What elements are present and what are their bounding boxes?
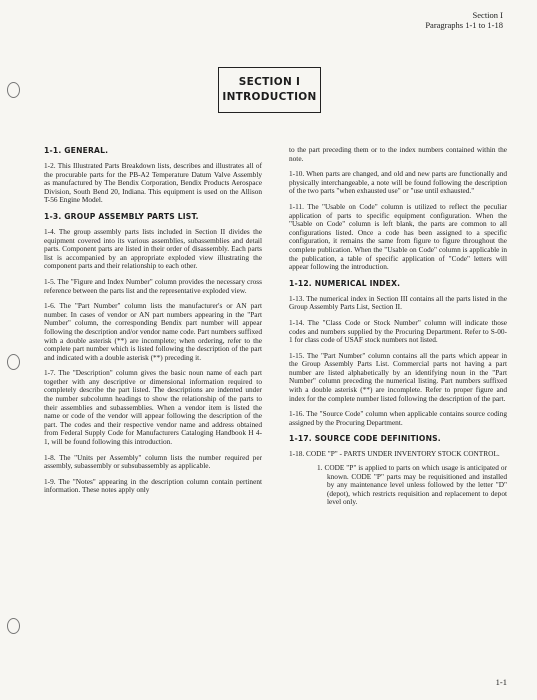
paragraph: 1-4. The group assembly parts lists included in Section II divides the equipment covered into its various assemblies, subassemblies and detail parts. Component parts are listed in their order of disassembly. Each parts list is accompanied by an appropriate exploded view illustrating the component parts and their relationship to each other.	[44, 226, 262, 271]
binder-hole	[7, 618, 20, 634]
right-column	[289, 146, 507, 514]
paragraph: 1-11. The "Usable on Code" column is utilized to reflect the peculiar application of parts to specific equipment configuration. When the "Usable on Code" column is left blank, the parts are common to all configurations listed. Once a code has been assigned to a specific configuration, it remains the same from figure to figure throughout the complete publication. When the "Usable on Code" column is applicable in the publication, a table of specific application of "Code" letters will appear following the introduction.	[289, 201, 507, 272]
page-header	[425, 10, 503, 30]
section-heading: 1-12. NUMERICAL INDEX.	[289, 278, 401, 288]
section-subtitle: INTRODUCTION	[222, 91, 317, 103]
section-heading: 1-17. SOURCE CODE DEFINITIONS.	[289, 434, 441, 444]
paragraph: 1. CODE "P" is applied to parts on which usage is anticipated or known. CODE "P" parts may be requisitioned and installed by any maintenance level unless followed by the letter "D" (depot), which restricts requisition and replacement to depot level only.	[317, 463, 507, 507]
header-section: Section I	[472, 10, 503, 20]
paragraph: to the part preceding them or to the index numbers contained within the note.	[289, 145, 507, 163]
paragraph: 1-16. The "Source Code" column when applicable contains source coding assigned by the Procuring Department.	[289, 409, 507, 427]
left-column	[44, 146, 262, 502]
section-title: SECTION I	[238, 76, 301, 88]
paragraph: 1-2. This Illustrated Parts Breakdown lists, describes and illustrates all of the procurable parts for the PB-A2 Temperature Datum Valve Assembly as manufactured by The Bendix Corporation, Bendix Products Aerospace Division, South Bend 20, Indiana. This equipment is used on the Allison T-56 Engine Model.	[44, 161, 262, 205]
paragraph: 1-9. The "Notes" appearing in the description column contain pertinent information. These notes apply only	[44, 476, 262, 495]
paragraph: 1-8. The "Units per Assembly" column lists the number required per assembly, subassembly or subsubassembly as applicable.	[44, 452, 262, 471]
binder-hole	[7, 354, 20, 370]
binder-hole	[7, 82, 20, 98]
header-paragraphs: Paragraphs 1-1 to 1-18	[425, 20, 503, 30]
section-heading: 1-1. GENERAL.	[44, 146, 109, 155]
page-number: 1-1	[495, 677, 507, 687]
paragraph: 1-10. When parts are changed, and old and new parts are functionally and physically interchangeable, a note will be found following the description of the two parts "when exhausted use" or "use until exhausted."	[289, 169, 507, 196]
paragraph: 1-18. CODE "P" - PARTS UNDER INVENTORY STOCK CONTROL.	[289, 449, 500, 459]
paragraph: 1-5. The "Figure and Index Number" column provides the necessary cross reference between the parts list and the representative exploded view.	[44, 276, 262, 295]
paragraph: 1-15. The "Part Number" column contains all the parts which appear in the Group Assembly Parts List. Commercial parts not having a part number are listed alphabetically by an identifying noun in the "Part Number" column preceding the numerical listing. Part numbers suffixed with a double asterisk (**) are incomplete. Refer to proper figure and index for the complete number listed following the description of the part.	[289, 350, 507, 403]
paragraph: 1-14. The "Class Code or Stock Number" column will indicate those codes and numbers supplied by the Procuring Department. Refer to S-00-1 for class code of USAF stock numbers not listed.	[289, 317, 507, 345]
section-title-box	[218, 67, 321, 113]
paragraph: 1-7. The "Description" column gives the basic noun name of each part together with any descriptive or dimensional information required to completely describe the part listed. The descriptions are indented under the number subcolumn headings to show the relationship of the parts to their assemblies and subassemblies. When a vendor item is listed the name or code of the vendor will appear following the description of the part. The codes and their respective vendor name and address obtained from Federal Supply Code for Manufacturers Cataloging Handbook H 4-1, will be found following this introduction.	[44, 368, 262, 447]
paragraph: 1-6. The "Part Number" column lists the manufacturer's or AN part number. In cases of vendor or AN part numbers appearing in the "Part Number" column, the corresponding Bendix part number will appear following the description and/or vendor name code. Part numbers suffixed with a double asterisk (**) are incomplete; when ordering, refer to the complete part number which is listed following the description of the part and indicated with a double asterisk (**) preceding it.	[44, 301, 262, 362]
section-heading: 1-3. GROUP ASSEMBLY PARTS LIST.	[44, 211, 199, 221]
paragraph: 1-13. The numerical index in Section III contains all the parts listed in the Group Assembly Parts List, Section II.	[289, 293, 507, 312]
